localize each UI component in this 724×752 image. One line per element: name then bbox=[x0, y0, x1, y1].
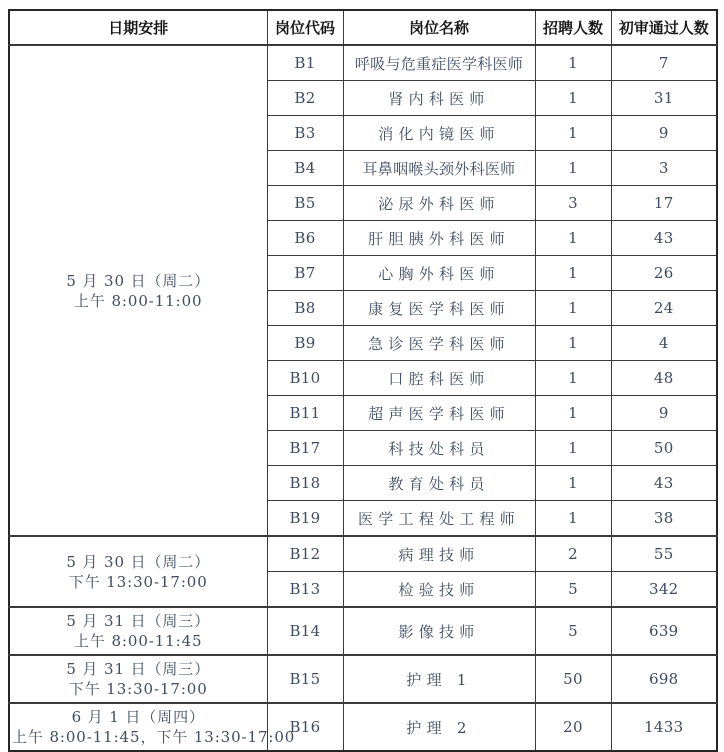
passed-count-cell: 639 bbox=[611, 607, 717, 655]
position-name-cell: 心胸外科医师 bbox=[343, 256, 535, 291]
recruit-count-cell: 1 bbox=[535, 81, 611, 116]
position-code-cell: B15 bbox=[267, 655, 343, 703]
table-row bbox=[9, 607, 717, 655]
col-header-passed-count: 初审通过人数 bbox=[611, 10, 717, 45]
passed-count-cell: 26 bbox=[611, 256, 717, 291]
position-name-cell: 口腔科医师 bbox=[343, 361, 535, 396]
recruit-count-cell: 20 bbox=[535, 703, 611, 751]
position-name-cell: 耳鼻咽喉头颈外科医师 bbox=[343, 151, 535, 186]
time-text: 上午 8:00-11:45，下午 13:30-17:00 bbox=[12, 728, 296, 746]
position-code-cell: B8 bbox=[267, 291, 343, 326]
position-code-cell: B3 bbox=[267, 116, 343, 151]
col-header-position-code: 岗位代码 bbox=[267, 10, 343, 45]
passed-count-cell: 43 bbox=[611, 221, 717, 256]
table-row bbox=[9, 536, 717, 572]
col-header-date-schedule: 日期安排 bbox=[9, 10, 267, 45]
position-name-cell: 护理 1 bbox=[343, 655, 535, 703]
passed-count-cell: 50 bbox=[611, 431, 717, 466]
position-name-cell: 医学工程处工程师 bbox=[343, 501, 535, 537]
table-body bbox=[9, 45, 717, 751]
header-row bbox=[9, 10, 717, 45]
passed-count-cell: 9 bbox=[611, 116, 717, 151]
position-name-cell: 泌尿外科医师 bbox=[343, 186, 535, 221]
passed-count-cell: 38 bbox=[611, 501, 717, 537]
recruit-count-cell: 2 bbox=[535, 536, 611, 572]
passed-count-cell: 4 bbox=[611, 326, 717, 361]
position-code-cell: B2 bbox=[267, 81, 343, 116]
table-row bbox=[9, 655, 717, 703]
passed-count-cell: 48 bbox=[611, 361, 717, 396]
date-schedule-cell bbox=[9, 607, 267, 655]
position-code-cell: B11 bbox=[267, 396, 343, 431]
recruit-count-cell: 1 bbox=[535, 326, 611, 361]
date-text: 5 月 31 日（周三） bbox=[66, 612, 211, 630]
date-schedule-cell bbox=[9, 703, 296, 751]
position-code-cell: B13 bbox=[267, 572, 343, 608]
date-text: 5 月 30 日（周二） bbox=[66, 271, 211, 290]
position-name-cell: 消化内镜医师 bbox=[343, 116, 535, 151]
position-code-cell: B7 bbox=[267, 256, 343, 291]
date-schedule-cell bbox=[9, 655, 267, 703]
table-row bbox=[9, 703, 717, 751]
recruit-count-cell: 1 bbox=[535, 501, 611, 537]
recruit-count-cell: 3 bbox=[535, 186, 611, 221]
passed-count-cell: 3 bbox=[611, 151, 717, 186]
passed-count-cell: 55 bbox=[611, 536, 717, 572]
passed-count-cell: 698 bbox=[611, 655, 717, 703]
time-text: 下午 13:30-17:00 bbox=[68, 572, 208, 591]
passed-count-cell: 31 bbox=[611, 81, 717, 116]
position-code-cell: B1 bbox=[267, 45, 343, 81]
date-text: 5 月 31 日（周三） bbox=[66, 660, 211, 678]
position-name-cell: 康复医学科医师 bbox=[343, 291, 535, 326]
passed-count-cell: 17 bbox=[611, 186, 717, 221]
recruit-count-cell: 1 bbox=[535, 361, 611, 396]
recruit-count-cell: 1 bbox=[535, 221, 611, 256]
time-text: 下午 13:30-17:00 bbox=[68, 680, 208, 698]
recruit-count-cell: 50 bbox=[535, 655, 611, 703]
position-code-cell: B10 bbox=[267, 361, 343, 396]
position-code-cell: B4 bbox=[267, 151, 343, 186]
position-name-cell: 教育处科员 bbox=[343, 466, 535, 501]
position-code-cell: B18 bbox=[267, 466, 343, 501]
recruitment-schedule-table bbox=[8, 9, 718, 752]
position-name-cell: 肝胆胰外科医师 bbox=[343, 221, 535, 256]
position-code-cell: B19 bbox=[267, 501, 343, 537]
passed-count-cell: 7 bbox=[611, 45, 717, 81]
recruit-count-cell: 1 bbox=[535, 151, 611, 186]
position-code-cell: B12 bbox=[267, 536, 343, 572]
position-name-cell: 超声医学科医师 bbox=[343, 396, 535, 431]
position-name-cell: 病理技师 bbox=[343, 536, 535, 572]
position-name-cell: 肾内科医师 bbox=[343, 81, 535, 116]
recruit-count-cell: 1 bbox=[535, 431, 611, 466]
position-code-cell: B16 bbox=[267, 703, 343, 751]
position-name-cell: 护理 2 bbox=[343, 703, 535, 751]
passed-count-cell: 24 bbox=[611, 291, 717, 326]
position-code-cell: B9 bbox=[267, 326, 343, 361]
recruit-count-cell: 5 bbox=[535, 572, 611, 608]
passed-count-cell: 43 bbox=[611, 466, 717, 501]
date-text: 6 月 1 日（周四） bbox=[71, 708, 205, 726]
date-schedule-cell bbox=[9, 45, 267, 536]
recruit-count-cell: 1 bbox=[535, 116, 611, 151]
recruit-count-cell: 5 bbox=[535, 607, 611, 655]
recruit-count-cell: 1 bbox=[535, 256, 611, 291]
passed-count-cell: 342 bbox=[611, 572, 717, 608]
recruit-count-cell: 1 bbox=[535, 396, 611, 431]
position-code-cell: B14 bbox=[267, 607, 343, 655]
col-header-position-name: 岗位名称 bbox=[343, 10, 535, 45]
position-name-cell: 急诊医学科医师 bbox=[343, 326, 535, 361]
position-name-cell: 影像技师 bbox=[343, 607, 535, 655]
position-name-cell: 检验技师 bbox=[343, 572, 535, 608]
table-row bbox=[9, 45, 717, 81]
passed-count-cell: 1433 bbox=[611, 703, 717, 751]
time-text: 上午 8:00-11:00 bbox=[74, 291, 203, 310]
time-text: 上午 8:00-11:45 bbox=[74, 632, 203, 650]
col-header-recruit-count: 招聘人数 bbox=[535, 10, 611, 45]
recruit-count-cell: 1 bbox=[535, 466, 611, 501]
recruit-count-cell: 1 bbox=[535, 291, 611, 326]
date-schedule-cell bbox=[9, 536, 267, 607]
position-code-cell: B6 bbox=[267, 221, 343, 256]
position-code-cell: B17 bbox=[267, 431, 343, 466]
position-code-cell: B5 bbox=[267, 186, 343, 221]
recruit-count-cell: 1 bbox=[535, 45, 611, 81]
date-text: 5 月 30 日（周二） bbox=[66, 552, 211, 571]
position-name-cell: 呼吸与危重症医学科医师 bbox=[343, 45, 535, 81]
position-name-cell: 科技处科员 bbox=[343, 431, 535, 466]
passed-count-cell: 9 bbox=[611, 396, 717, 431]
